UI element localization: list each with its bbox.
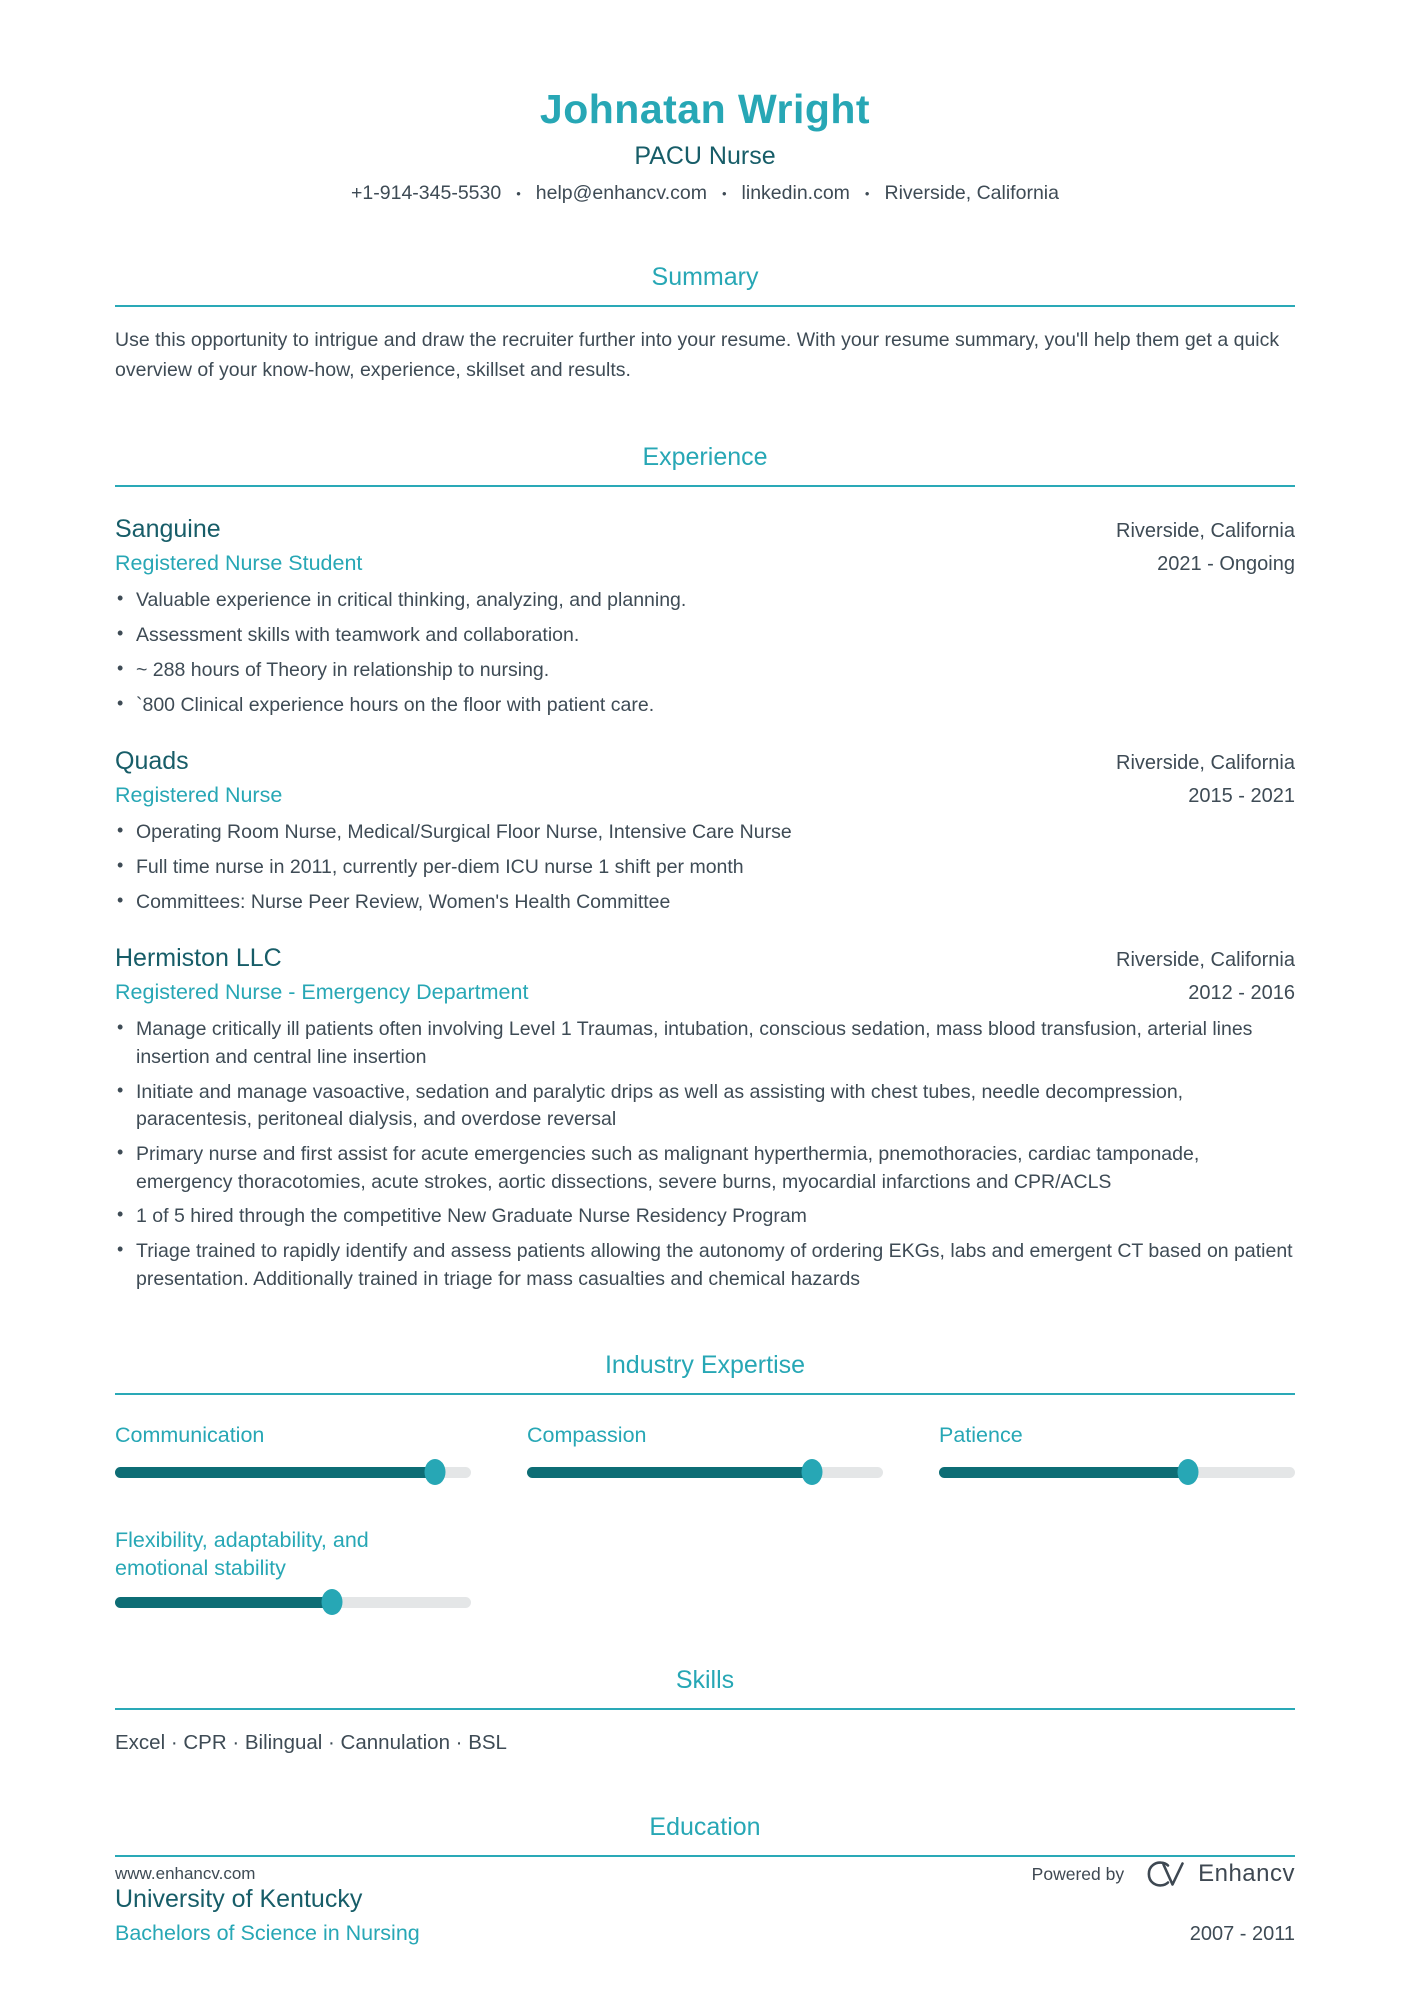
skills-list-text: Excel · CPR · Bilingual · Cannulation · BSL <box>115 1730 507 1754</box>
expertise-slider-fill <box>527 1467 812 1478</box>
school-name: University of Kentucky <box>115 1884 363 1913</box>
bullet-item: • Triage trained to rapidly identify and assess patients allowing the autonomy of ordering EKGs, labs and emergent CT based on patient presentation. Additionally trained in triage for mass casualties and chemical hazards <box>115 1238 1295 1293</box>
contact-email[interactable]: help@enhancv.com <box>535 182 707 204</box>
contact-separator-dot: • <box>721 186 727 201</box>
powered-by-group[interactable] <box>1032 1858 1295 1890</box>
contact-phone: +1-914-345-5530 <box>351 182 502 204</box>
contact-location: Riverside, California <box>884 182 1059 204</box>
entry-location: Riverside, California <box>1116 949 1295 972</box>
contact-row <box>115 182 1295 205</box>
enhancv-logo-icon <box>1140 1858 1188 1890</box>
entry-dates: 2007 - 2011 <box>1189 1922 1295 1945</box>
bullet-item: • ~ 288 hours of Theory in relationship to nursing. <box>115 657 1295 685</box>
skills-section-title: Skills <box>115 1666 1295 1710</box>
experience-entry <box>115 747 1295 916</box>
position-title: Registered Nurse Student <box>115 551 363 576</box>
bullet-item: • Full time nurse in 2011, currently per-diem ICU nurse 1 shift per month <box>115 854 1295 882</box>
expertise-label: Patience <box>939 1423 1023 1448</box>
expertise-slider-fill <box>115 1467 435 1478</box>
expertise-slider-knob[interactable] <box>801 1459 822 1485</box>
experience-entry <box>115 515 1295 719</box>
bullet-item: • 1 of 5 hired through the competitive New Graduate Nurse Residency Program <box>115 1203 1295 1231</box>
expertise-slider-knob[interactable] <box>322 1589 343 1615</box>
bullet-item: • Valuable experience in critical thinking, analyzing, and planning. <box>115 587 1295 615</box>
page-footer <box>115 1858 1295 1890</box>
company-name: Quads <box>115 747 189 776</box>
powered-by-label: Powered by <box>1031 1863 1125 1884</box>
contact-linkedin[interactable]: linkedin.com <box>741 182 850 204</box>
summary-section-title: Summary <box>115 263 1295 307</box>
bullet-item: • `800 Clinical experience hours on the floor with patient care. <box>115 692 1295 720</box>
expertise-label: Compassion <box>527 1423 647 1448</box>
bullet-list <box>115 587 1295 719</box>
expertise-grid <box>115 1421 1295 1607</box>
bullet-item: • Operating Room Nurse, Medical/Surgical Floor Nurse, Intensive Care Nurse <box>115 819 1295 847</box>
enhancv-brand <box>1140 1858 1295 1890</box>
experience-section <box>115 443 1295 1293</box>
education-section-title: Education <box>115 1813 1295 1857</box>
industry-expertise-section-title: Industry Expertise <box>115 1351 1295 1395</box>
experience-entry <box>115 944 1295 1293</box>
industry-expertise-section <box>115 1351 1295 1607</box>
expertise-item <box>939 1421 1295 1477</box>
contact-separator-dot: • <box>516 186 521 201</box>
expertise-item <box>115 1526 471 1608</box>
summary-text: Use this opportunity to intrigue and draw the recruiter further into your resume. With your resume summary, you'll help them get a quick overview of your know-how, experience, skillset and results. <box>115 329 1280 382</box>
bullet-item: • Assessment skills with teamwork and collaboration. <box>115 622 1295 650</box>
footer-website-link[interactable]: www.enhancv.com <box>115 1864 256 1883</box>
education-entry <box>115 1885 1295 1946</box>
expertise-label: Flexibility, adaptability, and emotional stability <box>115 1527 369 1581</box>
candidate-name: Johnatan Wright <box>539 86 871 132</box>
skills-section <box>115 1666 1295 1755</box>
bullet-item: • Committees: Nurse Peer Review, Women's Health Committee <box>115 889 1295 917</box>
degree-title: Bachelors of Science in Nursing <box>115 1920 420 1945</box>
candidate-job-title: PACU Nurse <box>634 142 776 170</box>
entry-dates: 2021 - Ongoing <box>1157 553 1295 576</box>
expertise-slider <box>527 1467 883 1478</box>
company-name: Hermiston LLC <box>115 944 282 973</box>
experience-section-title: Experience <box>115 443 1295 487</box>
entry-dates: 2015 - 2021 <box>1188 785 1295 808</box>
expertise-item <box>527 1421 883 1477</box>
entry-dates: 2012 - 2016 <box>1188 982 1295 1005</box>
entry-location: Riverside, California <box>1116 520 1295 543</box>
entry-location: Riverside, California <box>1116 752 1295 775</box>
summary-section <box>115 263 1295 385</box>
expertise-slider-knob[interactable] <box>1178 1459 1199 1485</box>
bullet-list <box>115 819 1295 916</box>
position-title: Registered Nurse <box>115 783 283 808</box>
bullet-item: • Primary nurse and first assist for acute emergencies such as malignant hyperthermia, pnemothoracies, cardiac tamponade, emergency thoracotomies, acute strokes, aortic dissections, severe burns, myocardial infarctions and CPR/ACLS <box>115 1141 1295 1196</box>
expertise-label: Communication <box>115 1423 265 1448</box>
expertise-slider-fill <box>115 1597 332 1608</box>
expertise-item <box>115 1421 471 1477</box>
contact-separator-dot: • <box>864 186 870 201</box>
position-title: Registered Nurse - Emergency Department <box>115 980 529 1005</box>
bullet-item: • Initiate and manage vasoactive, sedation and paralytic drips as well as assisting with chest tubes, needle decompression, paracentesis, peritoneal dialysis, and overdose reversal <box>115 1079 1295 1134</box>
expertise-slider <box>115 1467 471 1478</box>
enhancv-wordmark: Enhancv <box>1198 1860 1295 1887</box>
company-name: Sanguine <box>115 515 221 544</box>
expertise-slider-fill <box>939 1467 1188 1478</box>
bullet-item: • Manage critically ill patients often involving Level 1 Traumas, intubation, conscious sedation, mass blood transfusion, arterial lines insertion and central line insertion <box>115 1016 1295 1071</box>
expertise-slider <box>115 1597 471 1608</box>
expertise-slider-knob[interactable] <box>425 1459 446 1485</box>
expertise-slider <box>939 1467 1295 1478</box>
bullet-list <box>115 1016 1295 1293</box>
resume-header <box>115 86 1295 205</box>
